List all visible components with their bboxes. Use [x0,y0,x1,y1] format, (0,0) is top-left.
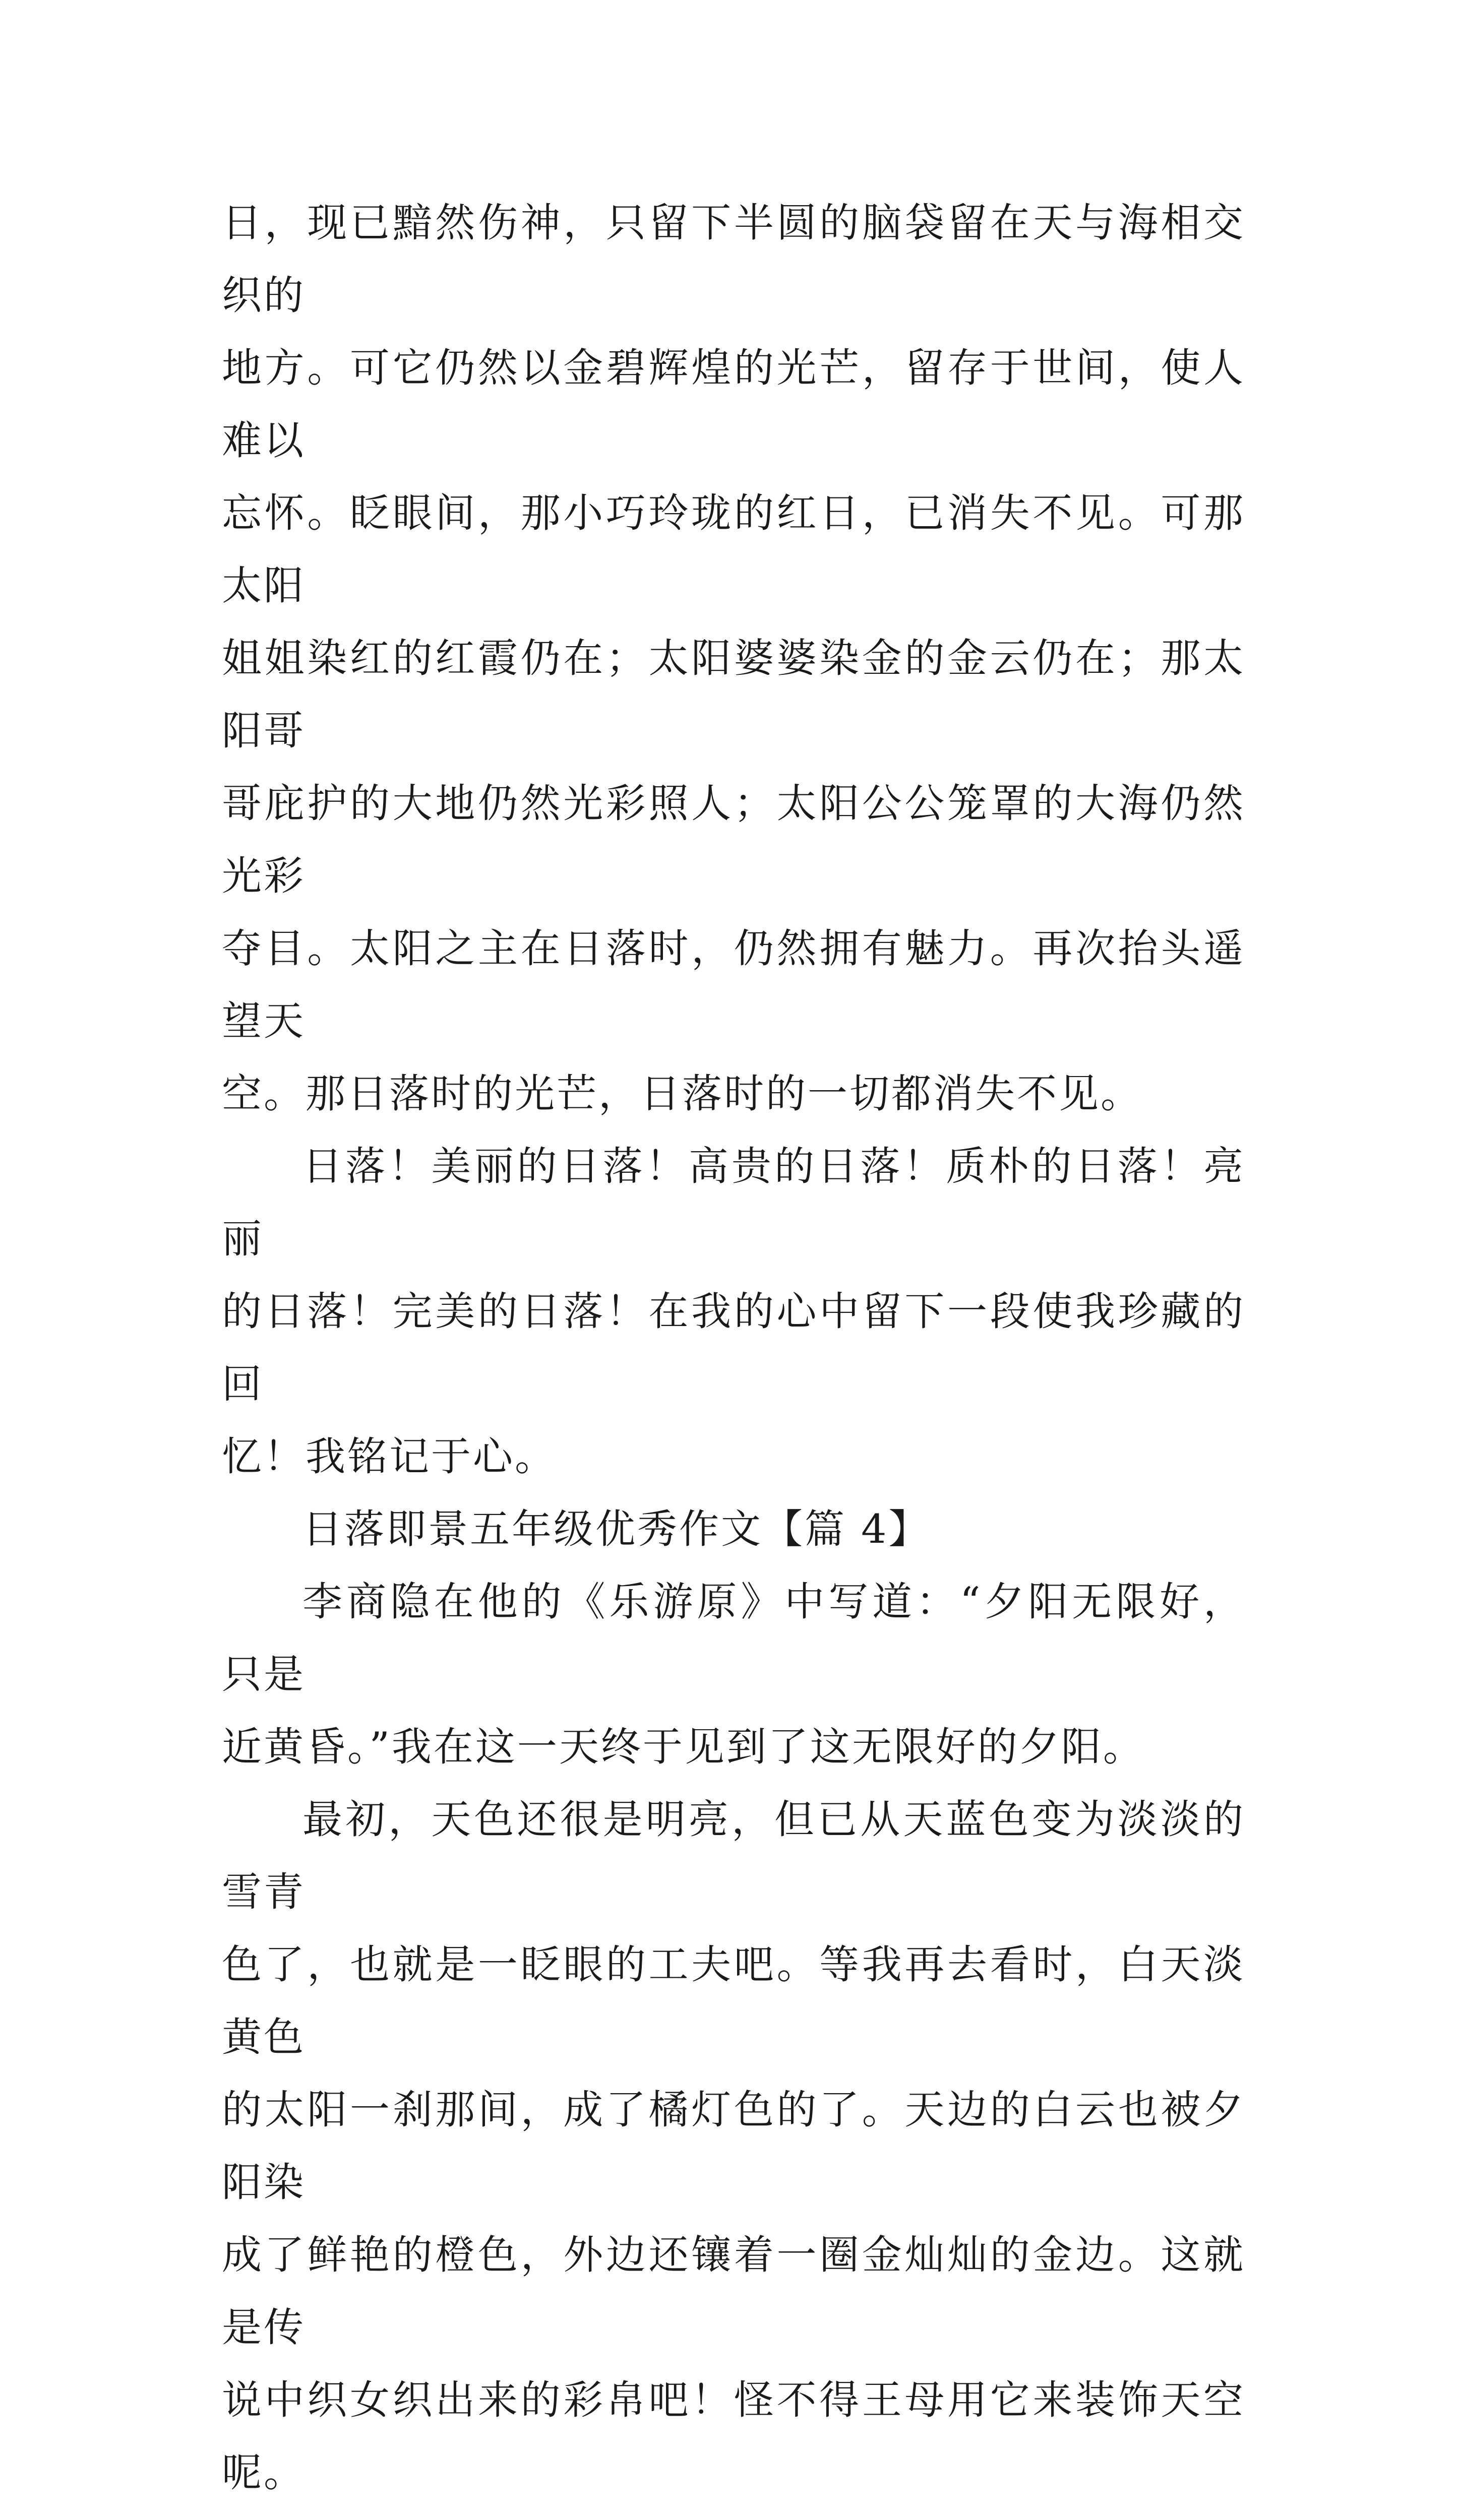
text-line: 日，现已黯然伤神，只留下半圆的脑袋留在天与海相交织的 [222,200,1245,319]
paragraph [222,1783,1245,2520]
text-line: 空。那日落时的光芒，日落时的一切都消失不见。 [222,1070,1142,1117]
text-line: 地方。可它仍然以金碧辉煌的光芒，留存于世间，使人难以 [222,345,1245,464]
text-line: 忆！我铭记于心。 [222,1433,557,1480]
section-heading [222,1493,1245,1565]
text-line: 近黄昏。”我在这一天终于见到了这无限好的夕阳。 [222,1724,1145,1770]
text-line: 色了，也就是一眨眼的工夫吧。等我再去看时，白天淡黄色 [222,1941,1245,2060]
paragraph [222,1565,1245,1783]
text-line: 忘怀。眨眼间，那小巧玲珑的红日，已消失不见。可那太阳 [222,490,1245,609]
text-line: 姐姐染红的红霞仍在；太阳婆婆染金的金云仍在；那太阳哥 [222,635,1245,754]
text-line: 哥庇护的大地仍然光彩照人；太阳公公笼罩的大海仍然光彩 [222,780,1245,899]
heading-text: 日落即景五年级优秀作文【篇 4】 [302,1506,931,1552]
paragraph [222,186,1245,1130]
text-line: 的太阳一刹那间，成了橘灯色的了。天边的白云也被夕阳染 [222,2087,1245,2206]
text-line: 成了鲜艳的橙色，外边还镶着一圈金灿灿的金边。这就是传 [222,2232,1245,2351]
text-line: 李商隐在他的《乐游原》中写道：“夕阳无限好，只是 [222,1579,1245,1697]
text-line: 日落！美丽的日落！高贵的日落！质朴的日落！亮丽 [222,1143,1245,1262]
paragraph [222,1130,1245,1493]
text-line: 的日落！完美的日落！在我的心中留下一段使我珍藏的回 [222,1288,1245,1407]
text-line: 说中织女织出来的彩帛吧！怪不得王母用它来装饰天空呢。 [222,2377,1245,2496]
text-line: 夺目。太阳之主在日落时，仍然拥有魅力。再次抬头遥望天 [222,925,1245,1044]
text-line: 最初，天色还很是明亮，但已从天蓝色变为淡淡的雪青 [222,1796,1245,1915]
document-body [222,186,1245,2520]
